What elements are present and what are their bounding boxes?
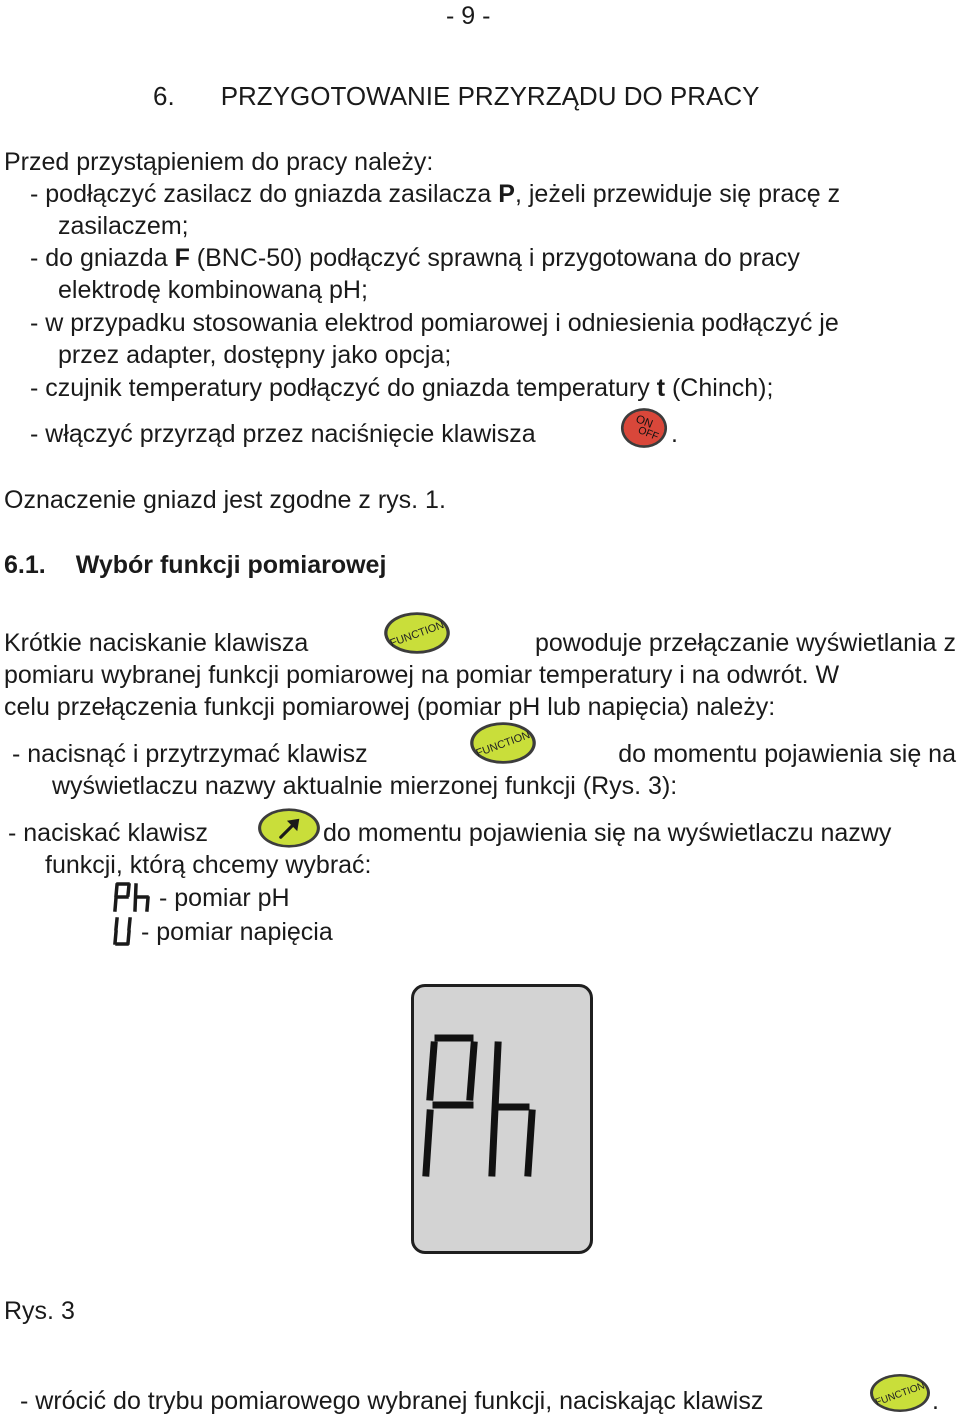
subsection-title: Wybór funkcji pomiarowej — [75, 551, 387, 579]
bullet-period: . — [671, 420, 678, 448]
para-text: pomiaru wybranej funkcji pomiarowej na pomiar temperatury i na odwrót. W — [4, 661, 840, 689]
step-text: - wrócić do trybu pomiarowego wybranej funkcji, naciskając klawisz — [20, 1387, 764, 1415]
bullet-text: (BNC-50) podłączyć sprawną i przygotowana do pracy — [196, 244, 800, 272]
bullet-bold: P — [498, 180, 515, 208]
step-text: do momentu pojawienia się na — [618, 740, 956, 768]
section-number: 6. — [153, 81, 175, 111]
para-line1 — [4, 627, 956, 659]
bullet-electrode-line1 — [30, 242, 800, 274]
function-key-icon — [468, 720, 538, 766]
voltage-segment-symbol — [112, 915, 136, 947]
on-off-key-icon — [618, 406, 670, 450]
step-text: - naciskać klawisz — [8, 819, 209, 847]
final-step — [20, 1385, 763, 1417]
bullet-bold: F — [174, 244, 190, 272]
bullet-text: - do gniazda — [30, 244, 168, 272]
function-key-icon — [868, 1370, 932, 1416]
bullet-electrode-line2: elektrodę kombinowaną pH; — [58, 276, 368, 304]
bullet-text: - podłączyć zasilacz do gniazda zasilacza — [30, 180, 492, 208]
figure-caption: Rys. 3 — [4, 1297, 75, 1325]
bullet-power-on — [30, 418, 536, 450]
section-title: PRZYGOTOWANIE PRZYRZĄDU DO PRACY — [220, 81, 760, 111]
bullet-power-line2: zasilaczem; — [58, 212, 189, 240]
subsection-heading — [4, 549, 386, 581]
final-step-period: . — [932, 1387, 939, 1415]
arrow-key-icon — [256, 805, 322, 851]
step-text: - nacisnąć i przytrzymać klawisz — [12, 740, 368, 768]
option-ph-label: - pomiar pH — [159, 884, 290, 912]
bullet-temperature — [30, 372, 773, 404]
intro-text: Przed przystąpieniem do pracy należy: — [4, 148, 434, 176]
function-key-icon — [382, 610, 452, 656]
option-voltage-label: - pomiar napięcia — [141, 918, 333, 946]
bullet-bold: t — [656, 374, 666, 402]
bullet-text: (Chinch); — [671, 374, 774, 402]
step-press-line2: funkcji, którą chcemy wybrać: — [45, 851, 372, 879]
step-press-line1-post: do momentu pojawienia się na wyświetlaczu nazwy — [323, 819, 892, 847]
para-line2 — [4, 659, 956, 691]
section-heading — [153, 80, 760, 112]
ph-segment-symbol — [112, 881, 154, 913]
lcd-display — [411, 984, 593, 1254]
bullet-text: , jeżeli przewiduje się pracę z — [514, 180, 841, 208]
para-text: powoduje przełączanie wyświetlania z — [534, 629, 956, 657]
subsection-number: 6.1. — [4, 551, 46, 579]
para-line3: celu przełączenia funkcji pomiarowej (pomiar pH lub napięcia) należy: — [4, 693, 776, 721]
bullet-text: - włączyć przyrząd przez naciśnięcie klawisza — [30, 420, 536, 448]
bullet-power-line1 — [30, 178, 840, 210]
socket-note: Oznaczenie gniazd jest zgodne z rys. 1. — [4, 486, 446, 514]
para-text: Krótkie naciskanie klawisza — [4, 629, 309, 657]
bullet-adapter-line2: przez adapter, dostępny jako opcja; — [58, 341, 452, 369]
step-hold-line2: wyświetlaczu nazwy aktualnie mierzonej funkcji (Rys. 3): — [52, 772, 678, 800]
lcd-reading-ph — [414, 987, 590, 1251]
page-number: - 9 - — [446, 2, 491, 30]
bullet-adapter-line1: - w przypadku stosowania elektrod pomiarowej i odniesienia podłączyć je — [30, 309, 839, 337]
bullet-text: - czujnik temperatury podłączyć do gniazda temperatury — [30, 374, 650, 402]
step-press-line1 — [8, 817, 208, 849]
